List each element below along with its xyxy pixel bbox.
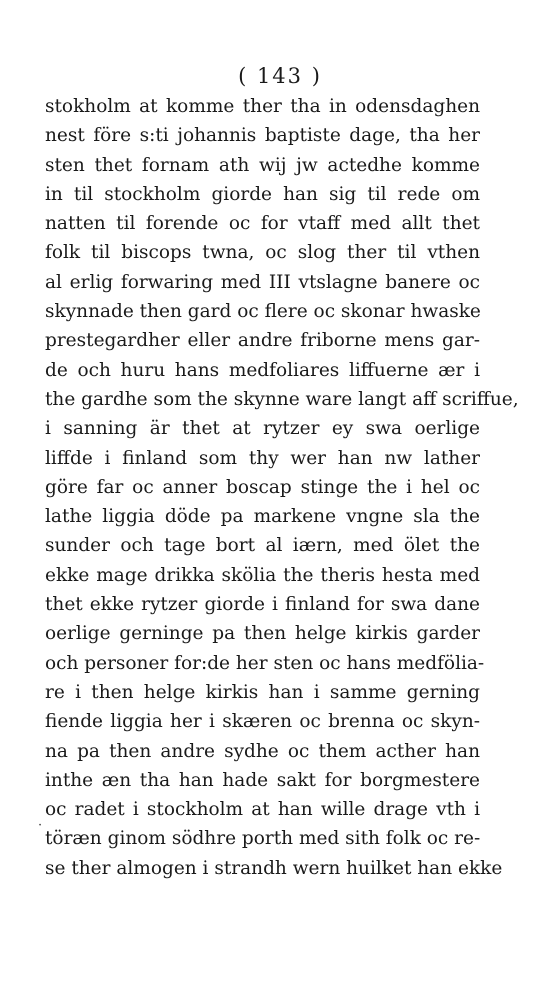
text-line: re i then helge kirkis han i samme gerning bbox=[45, 681, 480, 703]
margin-mark: · bbox=[38, 818, 43, 833]
text-line: i sanning är thet at rytzer ey swa oerlige bbox=[45, 418, 480, 440]
text-line: folk til biscops twna, oc slog ther til vthen bbox=[45, 242, 480, 264]
text-line: skynnade then gard oc flere oc skonar hwaske bbox=[45, 301, 481, 323]
text-line: göre far oc anner boscap stinge the i hel oc bbox=[45, 476, 480, 498]
text-line: oc radet i stockholm at han wille drage vth i bbox=[45, 799, 480, 821]
text-line: na pa then andre sydhe oc them acther han bbox=[45, 740, 480, 762]
text-line: al erlig forwaring med III vtslagne banere oc bbox=[45, 271, 480, 293]
text-line: oerlige gerninge pa then helge kirkis garder bbox=[45, 623, 480, 645]
text-line: nest före s:ti johannis baptiste dage, tha her bbox=[45, 125, 480, 147]
text-line: prestegardher eller andre friborne mens gar- bbox=[45, 330, 480, 352]
text-line: natten til forende oc for vtaff med allt thet bbox=[45, 213, 480, 235]
text-line: töræn ginom södhre porth med sith folk oc re- bbox=[45, 828, 481, 850]
page-number: ( 143 ) bbox=[238, 64, 322, 88]
text-line: fiende liggia her i skæren oc brenna oc skyn- bbox=[45, 711, 480, 733]
text-line: in til stockholm giorde han sig til rede om bbox=[45, 183, 480, 205]
text-line: the gardhe som the skynne ware langt aff scriffue, bbox=[45, 388, 519, 410]
text-line: inthe æn tha han hade sakt for borgmestere bbox=[45, 769, 480, 791]
text-line: thet ekke rytzer giorde i finland for swa dane bbox=[45, 594, 480, 616]
text-line: ekke mage drikka skölia the theris hesta med bbox=[45, 564, 480, 586]
text-line: sunder och tage bort al iærn, med ölet the bbox=[45, 535, 480, 557]
text-line: lathe liggia döde pa markene vngne sla the bbox=[45, 506, 480, 528]
body-text bbox=[45, 92, 519, 883]
text-line: liffde i finland som thy wer han nw lather bbox=[45, 447, 480, 469]
text-line: stokholm at komme ther tha in odensdaghen bbox=[45, 96, 480, 117]
text-line: se ther almogen i strandh wern huilket han ekke bbox=[45, 857, 503, 879]
text-line: sten thet fornam ath wij jw actedhe komme bbox=[45, 154, 480, 176]
text-line: de och huru hans medfoliares liffuerne ær i bbox=[45, 359, 480, 381]
text-line: och personer for:de her sten oc hans medfölia- bbox=[45, 652, 485, 674]
